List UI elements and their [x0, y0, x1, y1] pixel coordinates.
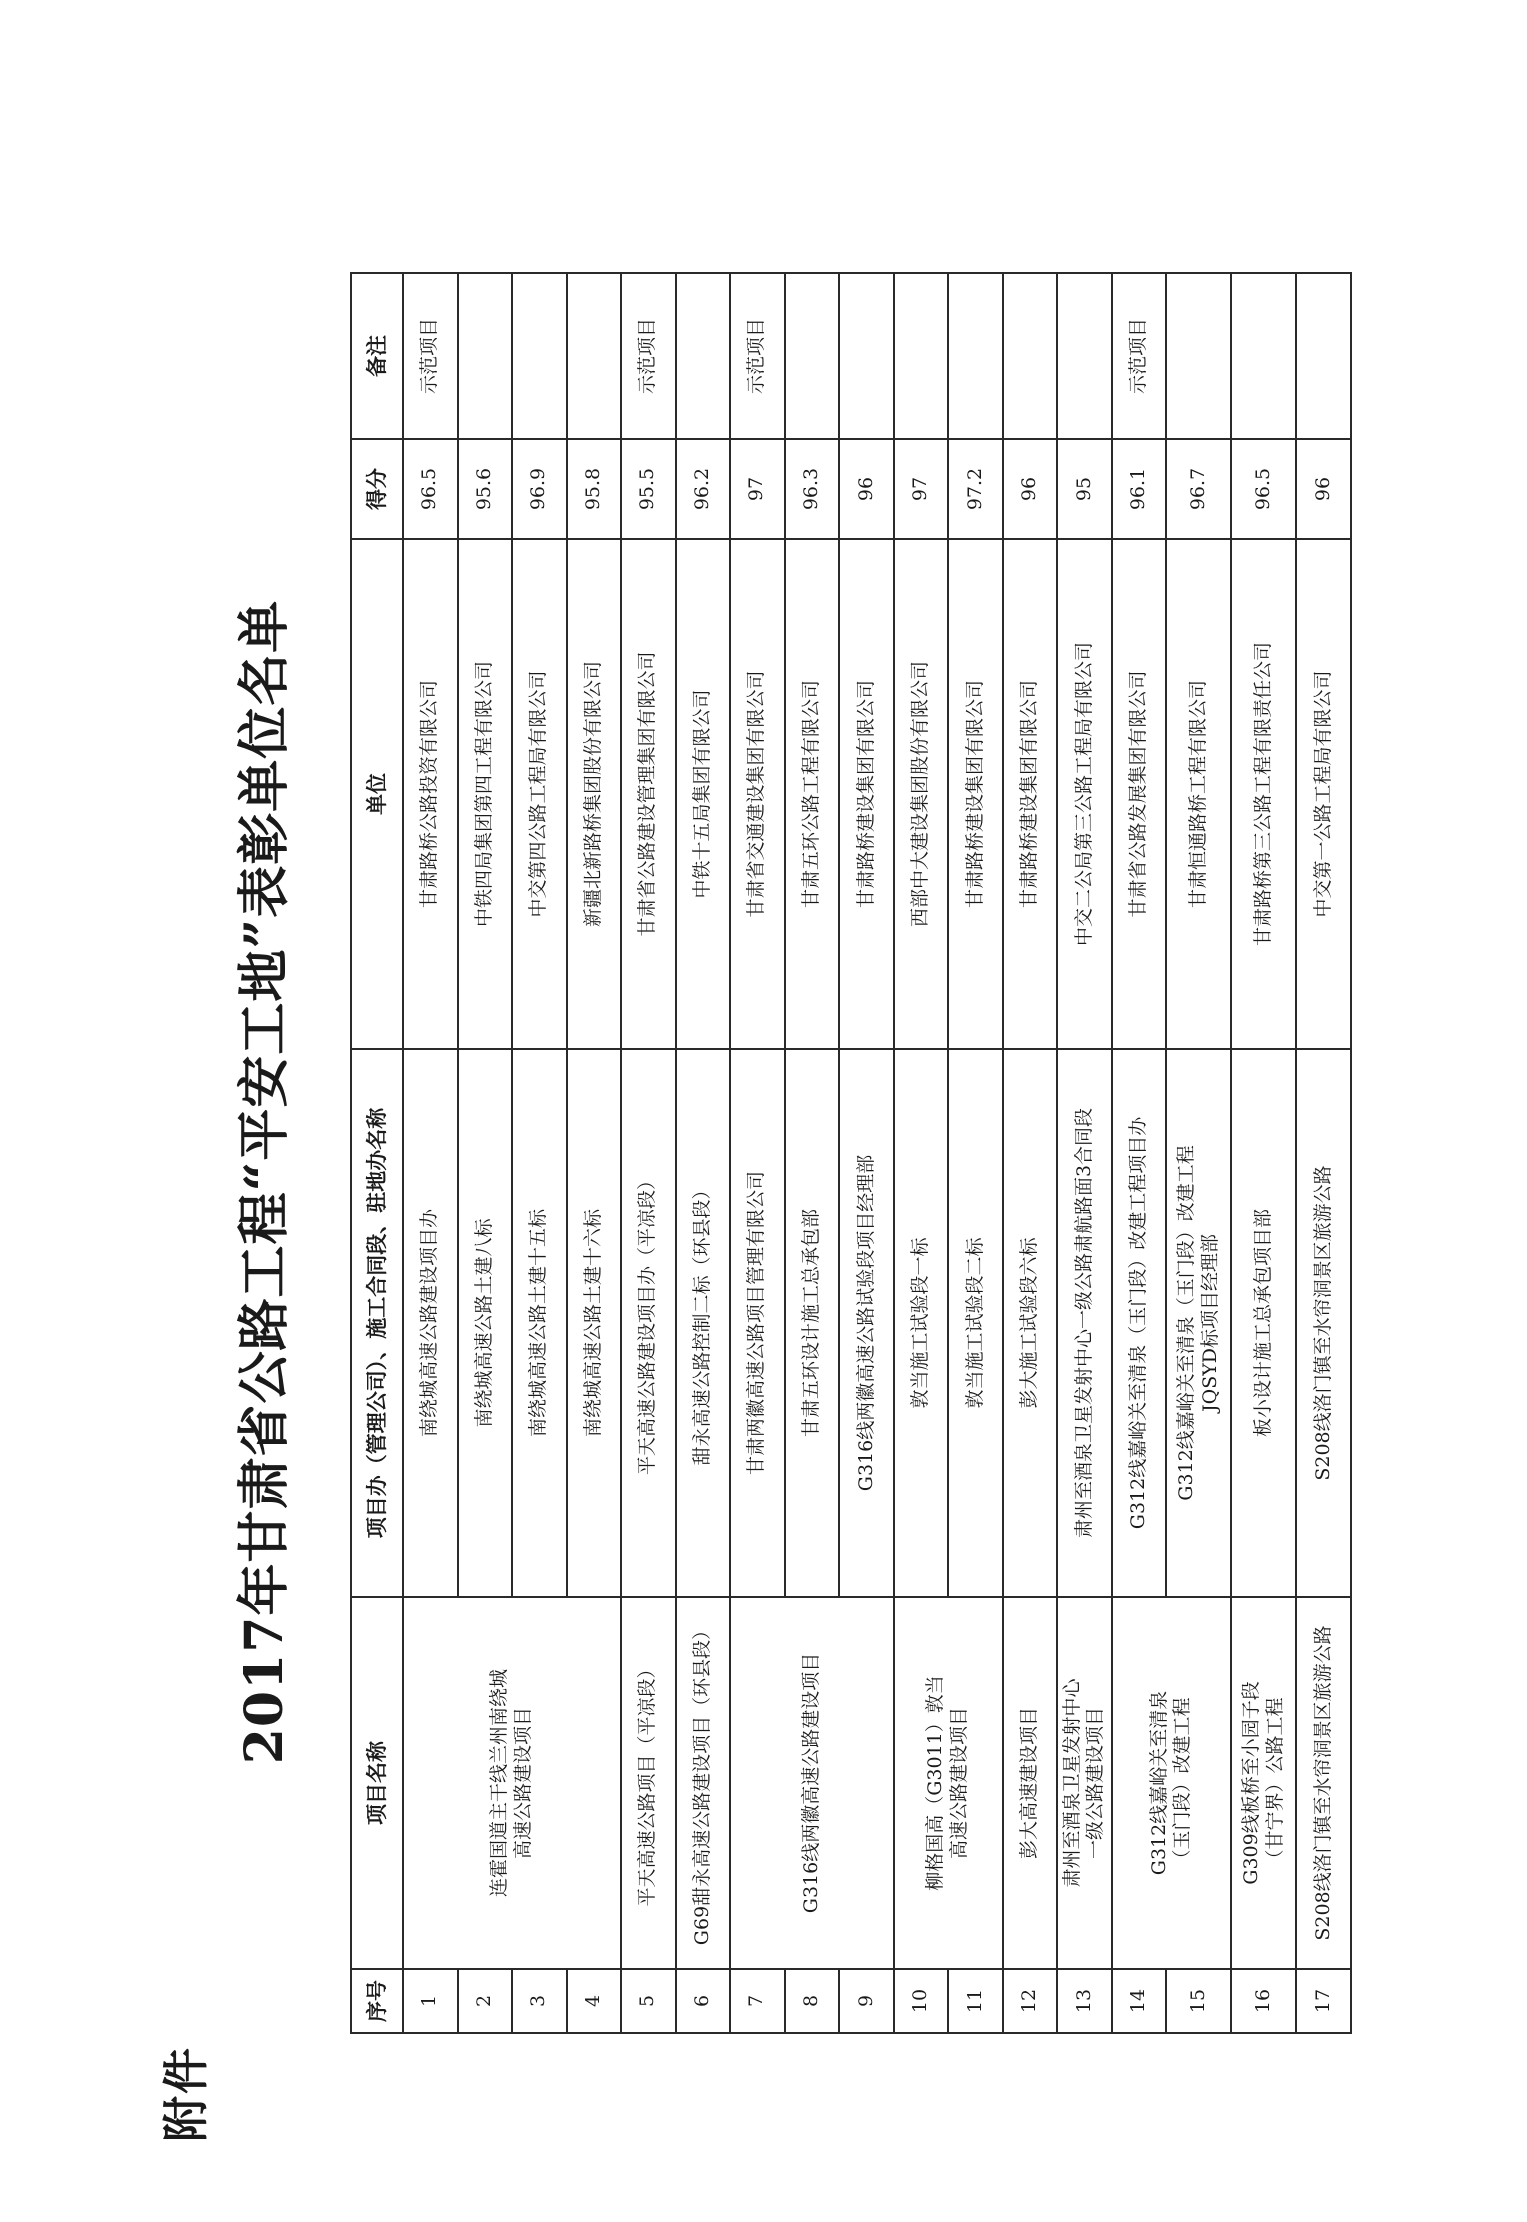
- cell-remark: [1166, 273, 1231, 439]
- cell-score: 95.5: [621, 439, 676, 539]
- cell-project: 肃州至酒泉卫星发射中心 一级公路建设项目: [1057, 1597, 1112, 1969]
- cell-score: 96: [1003, 439, 1058, 539]
- cell-no: 1: [403, 1969, 458, 2033]
- header-no: 序号: [351, 1969, 403, 2033]
- cell-score: 96.5: [403, 439, 458, 539]
- cell-unit: 甘肃省公路建设管理集团有限公司: [621, 539, 676, 1049]
- cell-score: 97: [730, 439, 785, 539]
- cell-unit: 甘肃路桥建设集团有限公司: [1003, 539, 1058, 1049]
- cell-unit: 中铁四局集团第四工程有限公司: [458, 539, 513, 1049]
- cell-no: 2: [458, 1969, 513, 2033]
- cell-score: 96.2: [676, 439, 731, 539]
- cell-remark: [512, 273, 567, 439]
- cell-remark: [894, 273, 949, 439]
- cell-remark: [839, 273, 894, 439]
- cell-score: 95: [1057, 439, 1112, 539]
- table-header-row: [351, 273, 403, 2033]
- cell-score: 96.9: [512, 439, 567, 539]
- cell-remark: 示范项目: [621, 273, 676, 439]
- cell-project: G312线嘉峪关至清泉 （玉门段）改建工程: [1112, 1597, 1232, 1969]
- cell-no: 14: [1112, 1969, 1167, 2033]
- table-row: [1057, 273, 1112, 2033]
- cell-no: 5: [621, 1969, 676, 2033]
- cell-section: 敦当施工试验段一标: [894, 1049, 949, 1597]
- cell-score: 96.5: [1231, 439, 1296, 539]
- table-body: [403, 273, 1351, 2033]
- table-row: [403, 273, 458, 2033]
- header-section: 项目办（管理公司）、施工合同段、驻地办名称: [351, 1049, 403, 1597]
- cell-no: 15: [1166, 1969, 1231, 2033]
- cell-remark: [1003, 273, 1058, 439]
- cell-score: 96.1: [1112, 439, 1167, 539]
- cell-section: 平天高速公路建设项目办（平凉段）: [621, 1049, 676, 1597]
- cell-score: 96.7: [1166, 439, 1231, 539]
- cell-section: 甘肃五环设计施工总承包部: [785, 1049, 840, 1597]
- cell-section: 南绕城高速公路建设项目办: [403, 1049, 458, 1597]
- cell-remark: [785, 273, 840, 439]
- table-row: [894, 273, 949, 2033]
- cell-no: 17: [1296, 1969, 1351, 2033]
- cell-project: G316线两徽高速公路建设项目: [730, 1597, 894, 1969]
- cell-remark: 示范项目: [1112, 273, 1167, 439]
- table-row: [1112, 273, 1167, 2033]
- cell-no: 10: [894, 1969, 949, 2033]
- cell-score: 96: [1296, 439, 1351, 539]
- cell-no: 12: [1003, 1969, 1058, 2033]
- cell-unit: 甘肃路桥公路投资有限公司: [403, 539, 458, 1049]
- cell-section: 南绕城高速公路土建十六标: [567, 1049, 622, 1597]
- cell-project: G309线板桥至小园子段 （甘宁界）公路工程: [1231, 1597, 1296, 1969]
- table-row: [676, 273, 731, 2033]
- cell-unit: 中交第一公路工程局有限公司: [1296, 539, 1351, 1049]
- cell-no: 3: [512, 1969, 567, 2033]
- cell-no: 4: [567, 1969, 622, 2033]
- header-unit: 单位: [351, 539, 403, 1049]
- cell-no: 16: [1231, 1969, 1296, 2033]
- cell-score: 95.6: [458, 439, 513, 539]
- cell-unit: 甘肃路桥第三公路工程有限责任公司: [1231, 539, 1296, 1049]
- cell-remark: [567, 273, 622, 439]
- cell-remark: [1057, 273, 1112, 439]
- cell-remark: [1296, 273, 1351, 439]
- cell-score: 96: [839, 439, 894, 539]
- table-row: [730, 273, 785, 2033]
- cell-project: 彭大高速建设项目: [1003, 1597, 1058, 1969]
- cell-remark: [948, 273, 1003, 439]
- cell-remark: 示范项目: [730, 273, 785, 439]
- cell-unit: 西部中大建设集团股份有限公司: [894, 539, 949, 1049]
- cell-section: G316线两徽高速公路试验段项目经理部: [839, 1049, 894, 1597]
- cell-section: 甘肃两徽高速公路项目管理有限公司: [730, 1049, 785, 1597]
- cell-section: 彭大施工试验段六标: [1003, 1049, 1058, 1597]
- cell-unit: 新疆北新路桥集团股份有限公司: [567, 539, 622, 1049]
- cell-no: 13: [1057, 1969, 1112, 2033]
- cell-project: G69甜永高速公路建设项目（环县段）: [676, 1597, 731, 1969]
- cell-no: 11: [948, 1969, 1003, 2033]
- cell-project: S208线洛门镇至水帘洞景区旅游公路: [1296, 1597, 1351, 1969]
- table-row: [621, 273, 676, 2033]
- cell-no: 7: [730, 1969, 785, 2033]
- cell-project: 连霍国道主干线兰州南绕城 高速公路建设项目: [403, 1597, 621, 1969]
- cell-score: 97: [894, 439, 949, 539]
- cell-unit: 甘肃省交通建设集团有限公司: [730, 539, 785, 1049]
- cell-remark: [1231, 273, 1296, 439]
- header-project: 项目名称: [351, 1597, 403, 1969]
- cell-remark: [676, 273, 731, 439]
- table-row: [1003, 273, 1058, 2033]
- header-score: 得分: [351, 439, 403, 539]
- cell-section: 肃州至酒泉卫星发射中心一级公路肃航路面3合同段: [1057, 1049, 1112, 1597]
- cell-unit: 甘肃恒通路桥工程有限公司: [1166, 539, 1231, 1049]
- cell-no: 6: [676, 1969, 731, 2033]
- header-remark: 备注: [351, 273, 403, 439]
- cell-section: 甜永高速公路控制二标（环县段）: [676, 1049, 731, 1597]
- cell-score: 95.8: [567, 439, 622, 539]
- cell-remark: 示范项目: [403, 273, 458, 439]
- cell-section: 板小设计施工总承包项目部: [1231, 1049, 1296, 1597]
- cell-no: 8: [785, 1969, 840, 2033]
- award-table: [350, 272, 1352, 2034]
- cell-project: 平天高速公路项目（平凉段）: [621, 1597, 676, 1969]
- cell-section: 南绕城高速公路土建八标: [458, 1049, 513, 1597]
- attachment-label: 附件: [159, 2046, 213, 2142]
- cell-remark: [458, 273, 513, 439]
- cell-score: 97.2: [948, 439, 1003, 539]
- cell-unit: 甘肃路桥建设集团有限公司: [839, 539, 894, 1049]
- cell-unit: 中铁十五局集团有限公司: [676, 539, 731, 1049]
- table-row: [1296, 273, 1351, 2033]
- cell-section: G312线嘉峪关至清泉（玉门段）改建工程项目办: [1112, 1049, 1167, 1597]
- document-title: 2017年甘肃省公路工程“平安工地”表彰单位名单: [234, 599, 295, 1765]
- cell-unit: 甘肃省公路发展集团有限公司: [1112, 539, 1167, 1049]
- cell-section: 敦当施工试验段二标: [948, 1049, 1003, 1597]
- cell-no: 9: [839, 1969, 894, 2033]
- cell-section: G312线嘉峪关至清泉（玉门段）改建工程 JQSYD标项目经理部: [1166, 1049, 1231, 1597]
- table-row: [1231, 273, 1296, 2033]
- cell-score: 96.3: [785, 439, 840, 539]
- cell-section: S208线洛门镇至水帘洞景区旅游公路: [1296, 1049, 1351, 1597]
- cell-unit: 甘肃路桥建设集团有限公司: [948, 539, 1003, 1049]
- cell-unit: 中交二公局第三公路工程局有限公司: [1057, 539, 1112, 1049]
- cell-unit: 甘肃五环公路工程有限公司: [785, 539, 840, 1049]
- cell-section: 南绕城高速公路土建十五标: [512, 1049, 567, 1597]
- cell-project: 柳格国高（G3011）敦当 高速公路建设项目: [894, 1597, 1003, 1969]
- cell-unit: 中交第四公路工程局有限公司: [512, 539, 567, 1049]
